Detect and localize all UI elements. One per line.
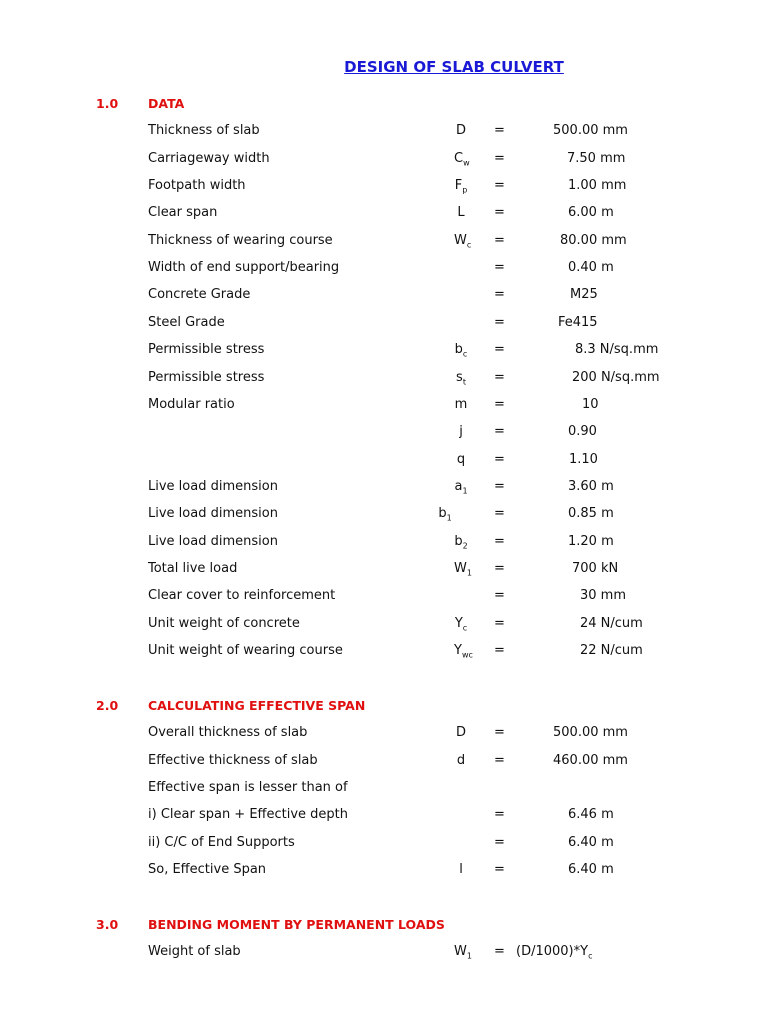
section-number: 1.0 xyxy=(96,96,119,111)
symbol-subscript: 1 xyxy=(446,513,452,523)
row-value: 80.00 mm xyxy=(560,232,627,248)
row-symbol: $W_c$ xyxy=(454,232,472,250)
row-label: Weight of slab xyxy=(148,944,241,960)
row-value: 10 xyxy=(582,396,599,412)
row-label: Permissible stress xyxy=(148,369,265,385)
section-title: DATA xyxy=(148,96,185,111)
row-value: 8.3 N/sq.mm xyxy=(575,342,659,358)
value-subscript: c xyxy=(588,951,593,961)
row-symbol: m xyxy=(454,396,468,412)
row-symbol: $b_2$ xyxy=(454,533,468,551)
row-label: Carriageway width xyxy=(148,150,270,166)
data-row xyxy=(0,778,768,798)
symbol-subscript: t xyxy=(462,377,466,387)
symbol-subscript: c xyxy=(462,349,468,359)
section-number: 2.0 xyxy=(96,698,119,713)
row-symbol: $W_1$ xyxy=(454,944,472,961)
data-row xyxy=(0,450,768,470)
row-value: 700 kN xyxy=(572,560,619,576)
symbol-subscript: p xyxy=(462,185,468,195)
row-value: 30 mm xyxy=(580,588,627,604)
row-label: Live load dimension xyxy=(148,533,278,549)
row-value: 460.00 mm xyxy=(553,752,628,768)
data-row xyxy=(0,614,768,634)
section-title: CALCULATING EFFECTIVE SPAN xyxy=(148,698,366,713)
row-equals: = xyxy=(494,478,505,494)
row-equals: = xyxy=(494,123,505,139)
row-label: Live load dimension xyxy=(148,506,278,522)
symbol-subscript: w xyxy=(463,158,470,168)
data-row xyxy=(0,176,768,196)
row-value: 500.00 mm xyxy=(553,725,628,741)
row-label: Footpath width xyxy=(148,178,246,194)
row-equals: = xyxy=(494,205,505,221)
symbol-subscript: 1 xyxy=(466,951,472,961)
row-value: $(D/1000)*Y_c$ xyxy=(516,944,593,961)
row-equals: = xyxy=(494,615,505,631)
row-equals: = xyxy=(494,944,505,960)
row-value: 0.85 m xyxy=(568,506,614,522)
row-value: 500.00 mm xyxy=(553,123,628,139)
row-label: So, Effective Span xyxy=(148,862,267,878)
row-value: 6.00 m xyxy=(568,205,614,221)
row-value: 22 N/cum xyxy=(580,643,643,658)
row-label: Overall thickness of slab xyxy=(148,725,308,741)
data-row xyxy=(0,368,768,388)
row-equals: = xyxy=(494,178,505,194)
row-value: 200 N/sq.mm xyxy=(572,369,660,385)
row-label: Effective span is lesser than of xyxy=(148,780,348,796)
row-equals: = xyxy=(494,643,505,658)
row-label: Total live load xyxy=(148,560,238,576)
row-symbol: L xyxy=(457,205,465,221)
row-equals: = xyxy=(494,862,505,878)
symbol-subscript: 2 xyxy=(462,541,468,551)
row-equals: = xyxy=(494,424,505,440)
row-label: Concrete Grade xyxy=(148,287,251,303)
data-row xyxy=(0,833,768,853)
row-label: Clear span xyxy=(148,205,218,221)
row-value: 1.20 m xyxy=(568,533,614,549)
row-value: 7.50 mm xyxy=(567,150,626,166)
data-row xyxy=(0,559,768,579)
row-equals: = xyxy=(494,150,505,166)
row-equals: = xyxy=(494,533,505,549)
data-row xyxy=(0,860,768,880)
data-row xyxy=(0,751,768,771)
row-label: Live load dimension xyxy=(148,478,278,494)
row-label: Width of end support/bearing xyxy=(148,260,340,276)
section-header xyxy=(0,915,768,935)
row-value: 6.40 m xyxy=(568,862,614,878)
data-row xyxy=(0,532,768,552)
row-symbol: $a_1$ xyxy=(454,478,468,496)
data-row xyxy=(0,422,768,442)
row-symbol: q xyxy=(456,451,466,467)
row-label: Permissible stress xyxy=(148,342,265,358)
row-symbol: D xyxy=(455,123,466,139)
data-row xyxy=(0,586,768,606)
data-row xyxy=(0,313,768,333)
section-header xyxy=(0,696,768,716)
row-symbol: $b_c$ xyxy=(454,342,468,359)
row-label: Effective thickness of slab xyxy=(148,752,318,768)
row-label: Steel Grade xyxy=(148,314,225,330)
section-number: 3.0 xyxy=(96,917,119,932)
row-label: Unit weight of wearing course xyxy=(148,643,343,658)
symbol-subscript: 1 xyxy=(466,568,472,578)
data-row xyxy=(0,942,768,962)
row-equals: = xyxy=(494,232,505,248)
row-equals: = xyxy=(494,451,505,467)
section-title: BENDING MOMENT BY PERMANENT LOADS xyxy=(148,917,445,932)
row-symbol: d xyxy=(456,752,466,768)
row-equals: = xyxy=(494,314,505,330)
row-value: 6.40 m xyxy=(568,834,614,850)
data-row xyxy=(0,340,768,360)
row-label: Thickness of wearing course xyxy=(148,232,333,248)
row-value: 0.40 m xyxy=(568,260,614,276)
data-row xyxy=(0,149,768,169)
row-equals: = xyxy=(494,287,505,303)
section-header xyxy=(0,94,768,114)
row-label: Unit weight of concrete xyxy=(148,615,300,631)
row-equals: = xyxy=(494,807,505,823)
row-equals: = xyxy=(494,369,505,385)
row-symbol: $C_w$ xyxy=(454,150,470,168)
row-equals: = xyxy=(494,342,505,358)
row-value: 1.00 mm xyxy=(568,178,627,194)
row-value: 1.10 xyxy=(569,451,598,467)
row-symbol: l xyxy=(459,862,463,878)
row-equals: = xyxy=(494,396,505,412)
row-label: Thickness of slab xyxy=(148,123,260,139)
row-symbol: $Y_{wc}$ xyxy=(454,643,473,660)
data-row xyxy=(0,723,768,743)
row-symbol: $s_t$ xyxy=(456,369,466,387)
data-row xyxy=(0,285,768,305)
row-label: Clear cover to reinforcement xyxy=(148,588,336,604)
row-symbol: $W_1$ xyxy=(454,560,472,578)
row-equals: = xyxy=(494,588,505,604)
row-value: M25 xyxy=(570,287,598,303)
row-equals: = xyxy=(494,560,505,576)
data-row xyxy=(0,231,768,251)
symbol-subscript: wc xyxy=(461,650,473,660)
row-symbol: D xyxy=(455,725,466,741)
row-equals: = xyxy=(494,752,505,768)
row-equals: = xyxy=(494,506,505,522)
row-value: 6.46 m xyxy=(568,807,614,823)
symbol-subscript: 1 xyxy=(462,486,468,496)
data-row xyxy=(0,258,768,278)
data-row xyxy=(0,641,768,661)
row-equals: = xyxy=(494,725,505,741)
symbol-subscript: c xyxy=(466,240,472,250)
row-label: Modular ratio xyxy=(148,396,235,412)
document-title: DESIGN OF SLAB CULVERT xyxy=(344,58,564,76)
data-row xyxy=(0,203,768,223)
row-symbol: j xyxy=(459,424,463,440)
row-symbol: $b_1$ xyxy=(438,506,452,523)
data-row xyxy=(0,477,768,497)
row-value: 3.60 m xyxy=(568,478,614,494)
data-row xyxy=(0,805,768,825)
data-row xyxy=(0,395,768,415)
row-label: i) Clear span + Effective depth xyxy=(148,807,349,823)
symbol-subscript: c xyxy=(462,623,468,633)
row-symbol: $Y_c$ xyxy=(454,615,468,633)
row-equals: = xyxy=(494,260,505,276)
row-value: Fe415 xyxy=(558,314,598,330)
row-symbol: $F_p$ xyxy=(454,178,468,195)
row-equals: = xyxy=(494,834,505,850)
data-row xyxy=(0,504,768,524)
row-value: 0.90 xyxy=(568,424,597,440)
data-row xyxy=(0,121,768,141)
row-label: ii) C/C of End Supports xyxy=(148,834,295,850)
row-value: 24 N/cum xyxy=(580,615,643,631)
